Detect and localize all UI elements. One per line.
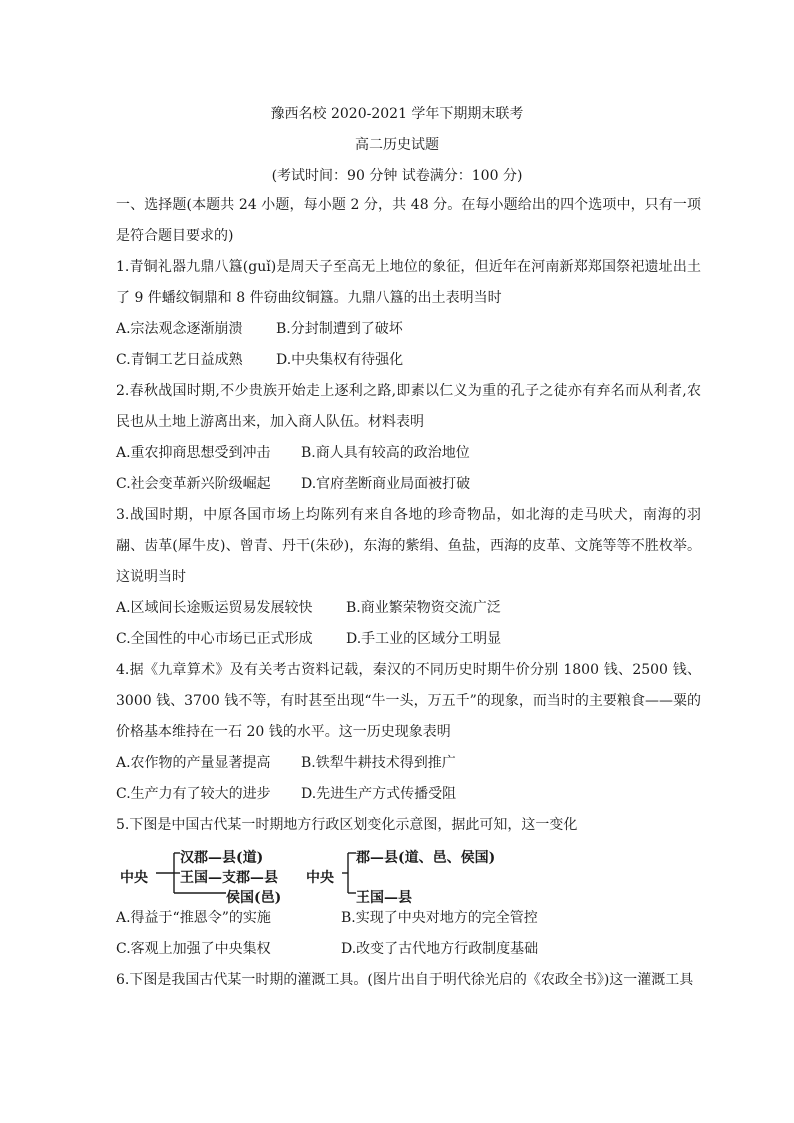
question-4-options-row2 — [116, 779, 701, 810]
question-5-option-c: C.客观上加强了中央集权 — [116, 941, 271, 957]
question-5-option-d: D.改变了古代地方行政制度基础 — [341, 941, 539, 957]
left-branch-3-label: 侯国(邑) — [226, 890, 282, 906]
question-3-option-c: C.全国性的中心市场已正式形成 — [116, 631, 313, 647]
question-4-stem: 4.据《九章算术》及有关考古资料记载，秦汉的不同历史时期牛价分别 1800 钱、2500 钱、3000 钱、3700 钱不等，有时甚至出现“牛一头，万五千”的现象，而当时的主要粮食——粟的价格基本维持在一石 20 钱的水平。这一历史现象表明 — [116, 662, 701, 740]
question-3-options-row1 — [116, 593, 701, 624]
question-3-option-a: A.区域间长途贩运贸易发展较快 — [116, 600, 313, 616]
question-2-stem: 2.春秋战国时期,不少贵族开始走上逐利之路,即素以仁义为重的孔子之徒亦有弃名而从利者,农民也从土地上游离出来，加入商人队伍。材料表明 — [116, 383, 701, 430]
question-1-option-c: C.青铜工艺日益成熟 — [116, 352, 243, 368]
question-body — [116, 190, 701, 996]
exam-info: (考试时间：90 分钟 试卷满分：100 分) — [271, 168, 523, 184]
question-4-options-row1 — [116, 748, 701, 779]
question-6-stem: 6.下图是我国古代某一时期的灌溉工具。(图片出自于明代徐光启的《农政全书》)这一灌溉工具 — [116, 972, 694, 988]
left-branch-2-label: 王国—支郡—县 — [180, 870, 278, 886]
question-1-options-row1 — [116, 314, 701, 345]
right-root-label: 中央 — [306, 870, 334, 886]
question-2-option-a: A.重农抑商思想受到冲击 — [116, 445, 271, 461]
question-4-option-d: D.先进生产方式传播受阻 — [301, 786, 457, 802]
question-3-option-d: D.手工业的区域分工明显 — [346, 631, 502, 647]
question-4-option-c: C.生产力有了较大的进步 — [116, 786, 271, 802]
question-3-option-b: B.商业繁荣物资交流广泛 — [346, 600, 501, 616]
question-2-option-c: C.社会变革新兴阶级崛起 — [116, 476, 271, 492]
right-branch-2-label: 王国—县 — [356, 890, 412, 906]
question-5-options-row2 — [116, 934, 701, 965]
exam-title: 豫西名校 2020-2021 学年下期期末联考 — [270, 106, 524, 122]
question-1-options-row2 — [116, 345, 701, 376]
question-5-option-a: A.得益于“推恩令”的实施 — [116, 910, 271, 926]
right-branch-1-label: 郡—县(道、邑、侯国) — [356, 850, 496, 866]
question-5-option-b: B.实现了中央对地方的完全管控 — [341, 910, 538, 926]
question-2-options-row2 — [116, 469, 701, 500]
question-1-stem: 1.青铜礼器九鼎八簋(guǐ)是周天子至高无上地位的象征，但近年在河南新郑郑国祭祀遗址出土了 9 件蟠纹铜鼎和 8 件窃曲纹铜簋。九鼎八簋的出土表明当时 — [116, 259, 701, 306]
question-1-option-d: D.中央集权有待强化 — [276, 352, 404, 368]
question-4-option-b: B.铁犁牛耕技术得到推广 — [301, 755, 456, 771]
subject-title: 高二历史试题 — [355, 137, 439, 153]
question-3-stem: 3.战国时期，中原各国市场上均陈列有来自各地的珍奇物品，如北海的走马吠犬，南海的羽翮、齿革(犀牛皮)、曾青、丹干(朱砂)，东海的紫绢、鱼盐，西海的皮革、文旄等等不胜枚举。这说明当时 — [116, 507, 701, 585]
question-2-option-b: B.商人具有较高的政治地位 — [301, 445, 470, 461]
left-root-label: 中央 — [120, 870, 148, 886]
question-3-options-row2 — [116, 624, 701, 655]
question-5-stem: 5.下图是中国古代某一时期地方行政区划变化示意图，据此可知，这一变化 — [116, 817, 578, 833]
section-heading: 一、选择题(本题共 24 小题，每小题 2 分，共 48 分。在每小题给出的四个选项中，只有一项是符合题目要求的) — [116, 197, 701, 244]
left-branch-1-label: 汉郡—县(道) — [180, 850, 264, 866]
question-2-option-d: D.官府垄断商业局面被打破 — [301, 476, 471, 492]
question-4-option-a: A.农作物的产量显著提高 — [116, 755, 271, 771]
question-1-option-a: A.宗法观念逐渐崩溃 — [116, 321, 243, 337]
question-1-option-b: B.分封制遭到了破坏 — [276, 321, 403, 337]
admin-division-diagram — [116, 843, 701, 906]
question-2-options-row1 — [116, 438, 701, 469]
